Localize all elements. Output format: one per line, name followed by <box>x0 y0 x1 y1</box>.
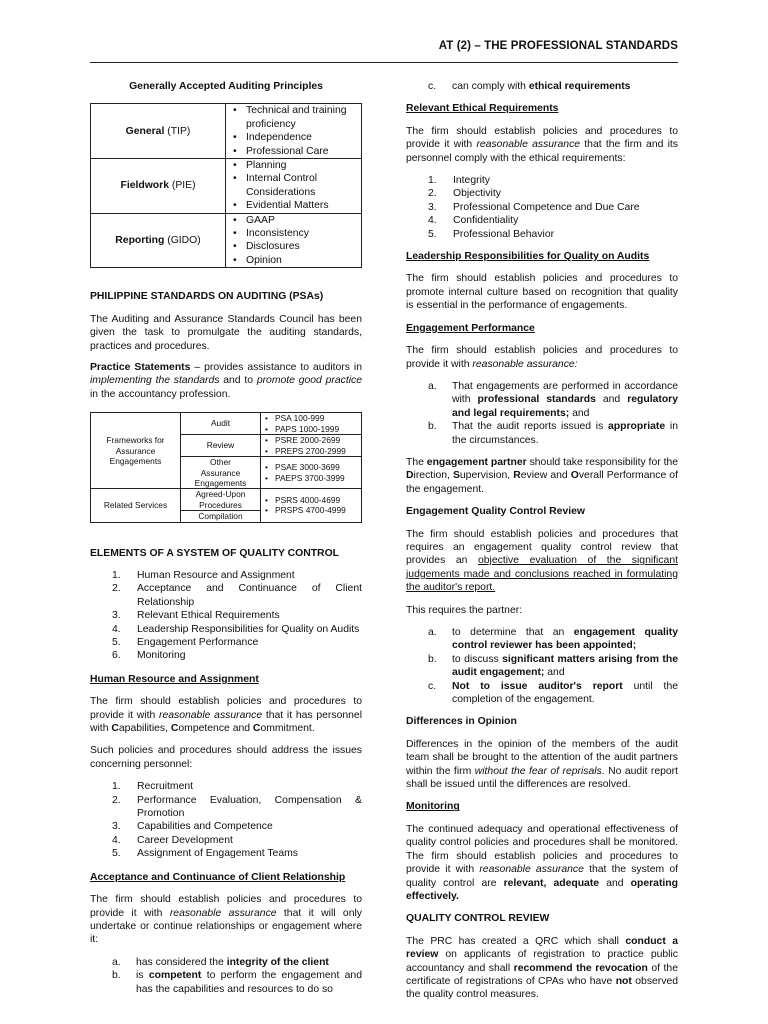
framework-codes <box>261 435 362 457</box>
list-item: • PSA 100-999 <box>261 413 361 423</box>
leadership-paragraph: The firm should establish policies and procedures to promote internal culture based on recognition that quality is essential in the performance of engagements. <box>406 273 678 312</box>
hr-paragraph: The firm should establish policies and procedures to provide it with reasonable assurance that it has personnel with Capabilities, Competence and Commitment. <box>90 696 363 735</box>
hr-issues-paragraph: Such policies and procedures should address the issues concerning personnel: <box>90 745 362 770</box>
acceptance-list-continued <box>406 80 678 93</box>
eqcr-heading: Engagement Quality Control Review <box>406 506 585 518</box>
differences-paragraph: Differences in the opinion of the members of the audit team shall be brought to the attention of the audit partners within the firm without the fear of reprisals. No audit report shall be issued until the differences are resolved. <box>406 738 679 791</box>
list-item: • PREPS 2700-2999 <box>261 446 361 456</box>
list-item: 5. Engagement Performance <box>112 637 259 648</box>
list-item: 4. Leadership Responsibilities for Quality on Audits <box>112 623 360 635</box>
list-item: b. to discuss significant matters arising from the audit engagement; and <box>428 653 678 679</box>
acceptance-paragraph: The firm should establish policies and procedures to provide it with reasonable assurance that it will only undertake or continue relationships or engagement where it: <box>90 894 362 946</box>
list-item: • PSRE 2000-2699 <box>261 435 361 445</box>
list-item: b. That the audit reports issued is appropriate in the circumstances. <box>428 421 679 446</box>
list-item: • GAAP <box>226 214 361 227</box>
list-item: • PRSPS 4700-4999 <box>261 505 361 515</box>
framework-type: Audit <box>181 413 261 435</box>
monitoring-heading: Monitoring <box>406 801 460 813</box>
list-item: • Planning <box>226 159 361 172</box>
engagement-partner-paragraph: The engagement partner should take responsibility for the Direction, Supervision, Review and Overall Performance of the engagement. <box>406 456 679 495</box>
list-item: a. has considered the integrity of the client <box>112 956 329 968</box>
eqcr-partner-paragraph: This requires the partner: <box>406 604 523 616</box>
list-item: 5. Professional Behavior <box>428 228 555 240</box>
gaap-row-items <box>226 213 362 268</box>
table-row <box>91 413 362 435</box>
list-item: • PAEPS 3700-3999 <box>261 473 361 483</box>
table-row <box>91 159 362 214</box>
gaap-row-label: Fieldwork (PIE) <box>91 159 226 214</box>
related-services-label: Related Services <box>91 489 181 522</box>
gaap-title: Generally Accepted Auditing Principles <box>129 81 323 92</box>
frameworks-table <box>90 412 362 522</box>
list-item: a. That engagements are performed in accordance with professional standards and regulatory and legal requirements; and <box>428 380 678 419</box>
list-item: 2. Acceptance and Continuance of Client Relationship <box>112 583 362 608</box>
framework-type: Other Assurance Engagements <box>181 457 261 489</box>
list-item: • Opinion <box>226 254 361 267</box>
ethical-paragraph: The firm should establish policies and procedures to provide it with reasonable assurance that the firm and its personnel comply with the ethical requirements: <box>406 125 679 164</box>
performance-paragraph: The firm should establish policies and procedures to provide it with reasonable assurance: <box>406 345 678 370</box>
list-item: 4. Career Development <box>112 834 233 846</box>
performance-list <box>406 380 678 447</box>
gaap-row-label: Reporting (GIDO) <box>91 213 226 268</box>
eqcr-paragraph: The firm should establish policies and procedures that requires an engagement quality control review that provides an objective evaluation of the significant judgements made and conclusions reached in formulating the auditor's report. <box>406 528 679 594</box>
practice-statements-paragraph: Practice Statements – provides assistance to auditors in implementing the standards and to promote good practice in the accountancy profession. <box>90 361 362 400</box>
list-item: 1. Recruitment <box>112 781 194 793</box>
list-item: • PAPS 1000-1999 <box>261 424 361 434</box>
list-item: a. to determine that an engagement quality control reviewer has been appointed; <box>428 627 678 652</box>
list-item: c. Not to issue auditor's report until the completion of the engagement. <box>428 680 678 706</box>
list-item: • PSRS 4000-4699 <box>261 495 361 505</box>
frameworks-group-label: Frameworks for Assurance Engagements <box>91 413 181 489</box>
qcr-heading: QUALITY CONTROL REVIEW <box>406 913 550 925</box>
list-item: • Technical and training proficiency <box>226 104 361 131</box>
hr-list <box>90 780 362 860</box>
elements-list <box>90 569 362 663</box>
monitoring-paragraph: The continued adequacy and operational effectiveness of quality control policies and procedures shall be monitored. The firm should establish policies and procedures to provide it with reasonable assurance that the system of quality control are relevant, adequate and operating effectively. <box>406 823 678 902</box>
list-item: 3. Professional Competence and Due Care <box>428 201 640 213</box>
gaap-row-label: General (TIP) <box>91 104 226 159</box>
framework-codes <box>261 489 362 522</box>
list-item: 3. Capabilities and Competence <box>112 821 273 833</box>
list-item: 6. Monitoring <box>112 650 186 662</box>
list-item: b. is competent to perform the engagement and has the capabilities and resources to do so <box>112 970 362 995</box>
list-item: • Evidential Matters <box>226 199 361 212</box>
list-item: • Independence <box>226 131 361 144</box>
list-item: 2. Objectivity <box>428 188 501 200</box>
ethical-heading: Relevant Ethical Requirements <box>406 103 559 115</box>
framework-codes <box>261 457 362 489</box>
eqcr-list <box>406 626 678 706</box>
list-item: c. can comply with ethical requirements <box>428 81 631 92</box>
list-item: 5. Assignment of Engagement Teams <box>112 848 298 860</box>
header-rule <box>90 62 678 63</box>
acceptance-heading: Acceptance and Continuance of Client Relationship <box>90 871 346 883</box>
gaap-row-items <box>226 104 362 159</box>
list-item: 1. Human Resource and Assignment <box>112 569 295 581</box>
list-item: • Disclosures <box>226 240 361 253</box>
list-item: • PSAE 3000-3699 <box>261 462 361 472</box>
performance-heading: Engagement Performance <box>406 322 535 334</box>
framework-type: Compilation <box>181 511 261 522</box>
list-item: 1. Integrity <box>428 175 490 187</box>
list-item: 2. Performance Evaluation, Compensation & Promotion <box>112 794 362 820</box>
table-row <box>91 489 362 511</box>
gaap-row-items <box>226 159 362 214</box>
psa-paragraph: The Auditing and Assurance Standards Council has been given the task to promulgate the auditing standards, practices and procedures. <box>90 313 362 352</box>
framework-codes <box>261 413 362 435</box>
qcr-paragraph: The PRC has created a QRC which shall conduct a review on applicants of registration to practice public accountancy and shall recommend the revocation of the certificate of registrations of CPAs who have not observed the quality control measures. <box>406 935 679 1001</box>
list-item: 4. Confidentiality <box>428 215 519 227</box>
elements-heading: ELEMENTS OF A SYSTEM OF QUALITY CONTROL <box>90 547 339 559</box>
list-item: 3. Relevant Ethical Requirements <box>112 610 280 622</box>
framework-type: Review <box>181 435 261 457</box>
leadership-heading: Leadership Responsibilities for Quality on Audits <box>406 251 650 263</box>
acceptance-list <box>90 956 362 996</box>
right-column <box>406 80 678 1002</box>
differences-heading: Differences in Opinion <box>406 716 517 728</box>
left-column <box>90 80 362 996</box>
table-row <box>91 104 362 159</box>
gaap-table <box>90 103 362 268</box>
hr-heading: Human Resource and Assignment <box>90 673 259 685</box>
list-item: • Inconsistency <box>226 227 361 240</box>
list-item: • Internal Control Considerations <box>226 172 361 199</box>
framework-type: Agreed-Upon Procedures <box>181 489 261 511</box>
list-item: • Professional Care <box>226 145 361 158</box>
ethical-list <box>406 174 678 241</box>
table-row <box>91 213 362 268</box>
page-header-title: AT (2) – THE PROFESSIONAL STANDARDS <box>438 40 678 52</box>
psa-heading: PHILIPPINE STANDARDS ON AUDITING (PSAs) <box>90 291 324 303</box>
